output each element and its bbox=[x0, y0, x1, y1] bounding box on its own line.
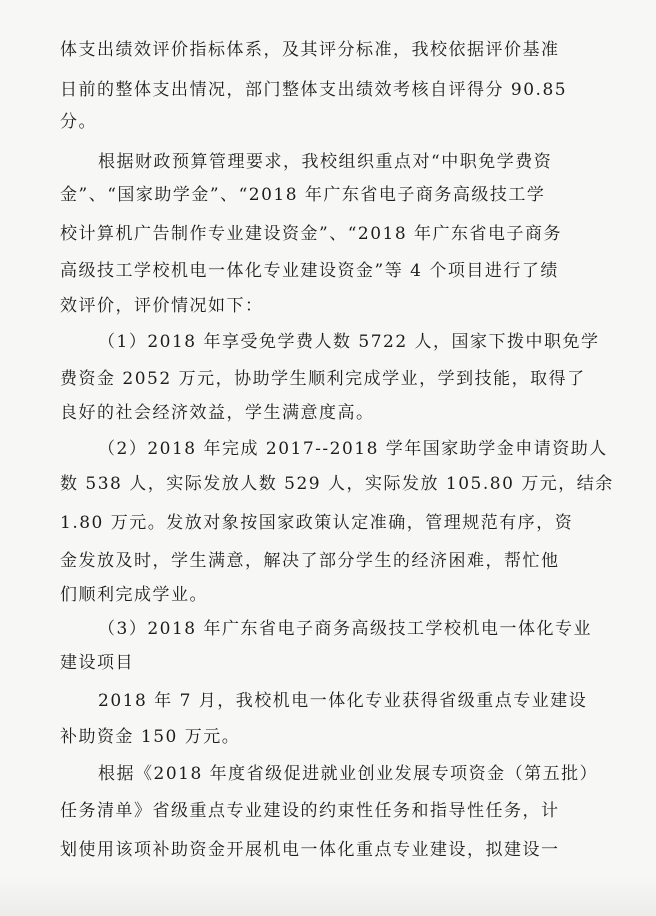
text-line: 数 538 人，实际发放人数 529 人，实际发放 105.80 万元，结余 bbox=[60, 474, 614, 494]
text-line: （3）2018 年广东省电子商务高级技工学校机电一体化专业 bbox=[98, 619, 592, 639]
text-line: 校计算机广告制作专业建设资金”、“2018 年广东省电子商务 bbox=[60, 224, 563, 244]
text-line: 金发放及时，学生满意，解决了部分学生的经济困难，帮忙他 bbox=[60, 551, 560, 571]
scan-shadow bbox=[0, 876, 656, 916]
text-line: 2018 年 7 月，我校机电一体化专业获得省级重点专业建设 bbox=[98, 691, 588, 711]
text-line: 补助资金 150 万元。 bbox=[60, 727, 241, 747]
text-line: 分。 bbox=[60, 112, 97, 132]
text-line: 效评价，评价情况如下： bbox=[60, 296, 264, 316]
text-line: 高级技工学校机电一体化专业建设资金”等 4 个项目进行了绩 bbox=[60, 261, 559, 281]
text-line: 良好的社会经济效益，学生满意度高。 bbox=[60, 403, 375, 423]
text-line: 划使用该项补助资金开展机电一体化重点专业建设，拟建设一 bbox=[60, 840, 560, 860]
text-line: 根据财政预算管理要求，我校组织重点对“中职免学费资 bbox=[98, 152, 553, 172]
text-line: 日前的整体支出情况，部门整体支出绩效考核自评得分 90.85 bbox=[60, 80, 568, 100]
text-line: 建设项目 bbox=[60, 653, 134, 673]
text-line: 们顺利完成学业。 bbox=[60, 585, 208, 605]
text-line: 根据《2018 年度省级促进就业创业发展专项资金（第五批） bbox=[98, 764, 599, 784]
text-line: 金”、“国家助学金”、“2018 年广东省电子商务高级技工学 bbox=[60, 185, 546, 205]
text-line: 任务清单》省级重点专业建设的约束性任务和指导性任务，计 bbox=[60, 801, 560, 821]
text-line: 费资金 2052 万元，协助学生顺利完成学业，学到技能，取得了 bbox=[60, 369, 586, 389]
text-line: （1）2018 年享受免学费人数 5722 人，国家下拨中职免学 bbox=[98, 332, 600, 352]
text-line: （2）2018 年完成 2017--2018 学年国家助学金申请资助人 bbox=[98, 439, 608, 459]
text-line: 1.80 万元。发放对象按国家政策认定准确，管理规范有序，资 bbox=[60, 513, 574, 533]
text-line: 体支出绩效评价指标体系，及其评分标准，我校依据评价基准 bbox=[60, 40, 560, 60]
